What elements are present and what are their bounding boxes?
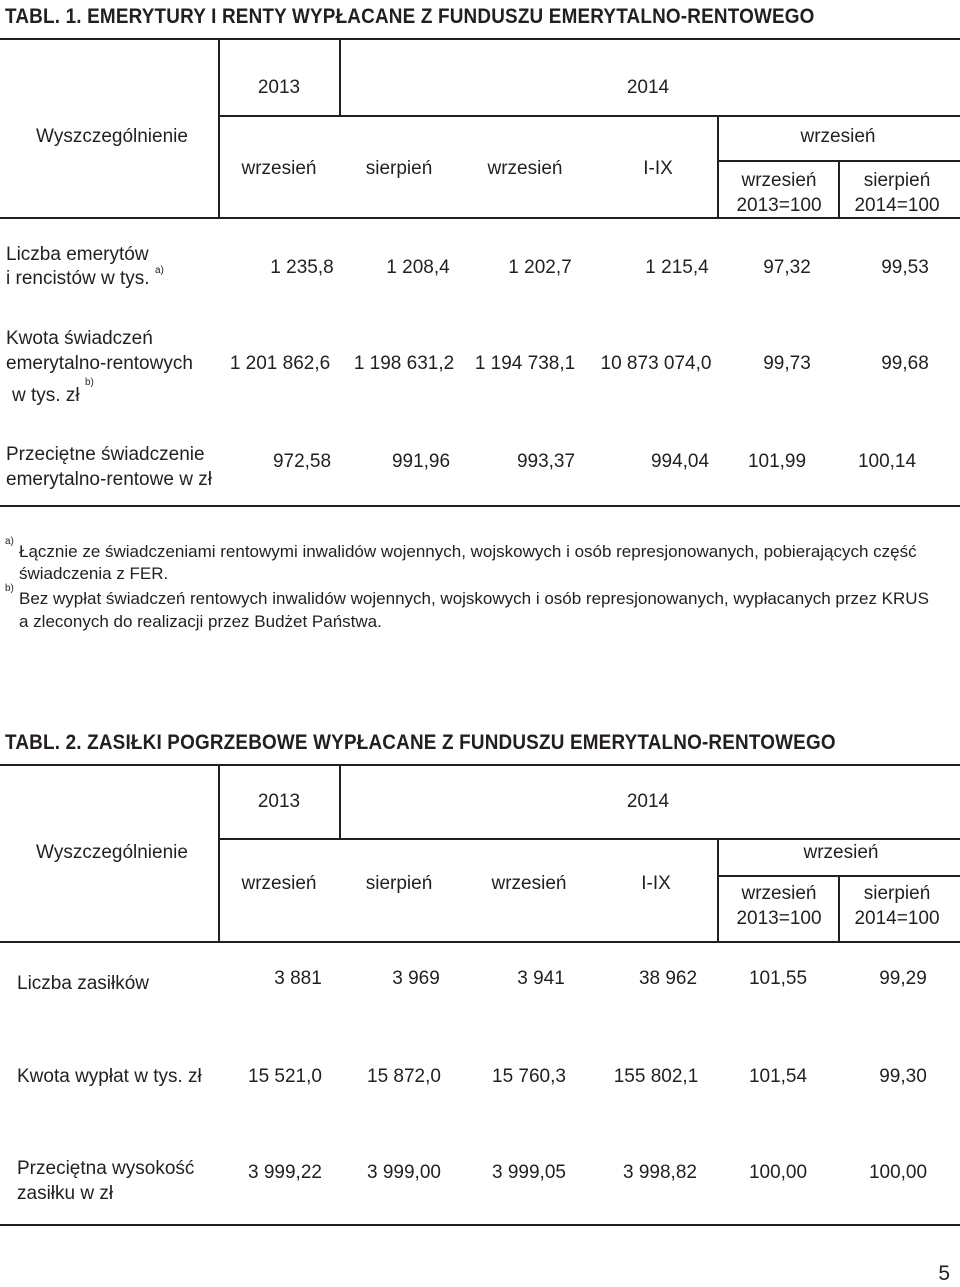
table2-index-a-header: wrzesień <box>741 883 817 904</box>
table2-index-divider <box>717 838 719 942</box>
table2-bottom-rule <box>0 1224 960 1226</box>
table2-year-2013: 2013 <box>257 791 301 812</box>
table1-index-b-header: 2014=100 <box>854 195 940 216</box>
table1-row-label: emerytalno-rentowych <box>6 353 193 374</box>
table1-index-b-header: sierpień <box>863 170 931 191</box>
table2-cell: 3 941 <box>517 968 565 989</box>
table1-row-label: Kwota świadczeń <box>6 328 153 349</box>
table2-index-b-header: sierpień <box>863 883 931 904</box>
table1-row-label: i rencistów w tys. <box>6 268 150 289</box>
table1-row-label: Liczba emerytów <box>6 244 149 265</box>
footnote-text: Łącznie ze świadczeniami rentowymi inwalidów wojennych, wojskowych i osób represjonowanych, pobierających część <box>19 542 917 561</box>
table1-col-header: wrzesień <box>241 158 317 179</box>
table2-cell: 3 999,00 <box>367 1162 441 1183</box>
table1-col-header: sierpień <box>365 158 433 179</box>
table2-stub-header: Wyszczególnienie <box>36 842 188 863</box>
table1-stub-divider <box>218 38 220 218</box>
table1-cell: 99,53 <box>881 257 929 278</box>
table1-index-a-header: wrzesień <box>741 170 817 191</box>
table2-cell: 38 962 <box>638 968 698 989</box>
table2-col-header: I-IX <box>641 873 671 894</box>
table2-cell: 101,55 <box>748 968 808 989</box>
table1-index-mid-divider <box>838 160 840 218</box>
table1-cell: 1 215,4 <box>645 257 709 278</box>
table1-cell: 993,37 <box>516 451 576 472</box>
footnote-mark: b) <box>5 583 14 594</box>
table2-index-a-header: 2013=100 <box>736 908 822 929</box>
footnote-text: świadczenia z FER. <box>19 564 169 583</box>
table1-index-group-header: wrzesień <box>800 126 876 147</box>
footnote-text: a zleconych do realizacji przez Budżet Państwa. <box>19 612 382 631</box>
table2-header-bottom-rule <box>0 941 960 943</box>
table2-cell: 99,30 <box>879 1066 927 1087</box>
table1-cell: 97,32 <box>763 257 811 278</box>
table2-row-label: Przeciętna wysokość <box>17 1158 195 1179</box>
table1-year-divider <box>339 38 341 116</box>
table2-col-header: wrzesień <box>241 873 317 894</box>
table2-cell: 3 999,05 <box>492 1162 566 1183</box>
table2-index-mid-divider <box>838 875 840 942</box>
table2-index-group-header: wrzesień <box>803 842 879 863</box>
footnote-ref: a) <box>155 265 164 276</box>
table2-cell: 3 881 <box>274 968 322 989</box>
table2-cell: 99,29 <box>879 968 927 989</box>
table2-col-header: wrzesień <box>491 873 567 894</box>
table2-stub-divider <box>218 764 220 942</box>
table1-year-2014: 2014 <box>626 77 670 98</box>
table1-cell: 972,58 <box>272 451 332 472</box>
table1-cell: 1 194 738,1 <box>474 353 576 374</box>
table1-header-bottom-rule <box>0 217 960 219</box>
table2-cell: 3 998,82 <box>623 1162 697 1183</box>
table1-top-rule <box>0 38 960 40</box>
table1-index-a-header: 2013=100 <box>736 195 822 216</box>
table2-cell: 15 872,0 <box>367 1066 441 1087</box>
table1-bottom-rule <box>0 505 960 507</box>
table1-row-label: Przeciętne świadczenie <box>6 444 205 465</box>
table2-cell: 100,00 <box>868 1162 928 1183</box>
footnote-text: Bez wypłat świadczeń rentowych inwalidów wojennych, wojskowych i osób represjonowanych, wypłacanych przez KRUS <box>19 589 929 608</box>
table1-cell: 1 201 862,6 <box>229 353 331 374</box>
table1-index-divider <box>717 115 719 218</box>
table1-cell: 1 235,8 <box>270 257 334 278</box>
table1-cell: 994,04 <box>650 451 710 472</box>
table2-cell: 3 969 <box>392 968 440 989</box>
table2-cell: 15 760,3 <box>492 1066 566 1087</box>
table1-stub-header: Wyszczególnienie <box>36 126 188 147</box>
table2-cell: 100,00 <box>748 1162 808 1183</box>
table2-year-rule <box>218 838 960 840</box>
table2-cell: 101,54 <box>748 1066 808 1087</box>
table1-year-rule <box>218 115 960 117</box>
table1-cell: 1 198 631,2 <box>353 353 455 374</box>
table2-cell: 3 999,22 <box>248 1162 322 1183</box>
table1-title: TABL. 1. EMERYTURY I RENTY WYPŁACANE Z FUNDUSZU EMERYTALNO-RENTOWEGO <box>5 5 815 28</box>
table1-cell: 99,73 <box>763 353 811 374</box>
table2-cell: 155 802,1 <box>613 1066 699 1087</box>
table2-year-divider <box>339 764 341 839</box>
footnote-ref: b) <box>85 377 94 388</box>
table2-title: TABL. 2. ZASIŁKI POGRZEBOWE WYPŁACANE Z FUNDUSZU EMERYTALNO-RENTOWEGO <box>5 731 836 754</box>
page-number: 5 <box>938 1262 950 1285</box>
table1-cell: 1 202,7 <box>508 257 572 278</box>
table2-year-2014: 2014 <box>626 791 670 812</box>
table1-col-header: wrzesień <box>487 158 563 179</box>
table1-cell: 991,96 <box>391 451 451 472</box>
table2-row-label: zasiłku w zł <box>17 1183 114 1204</box>
table1-row-label: w tys. zł <box>12 385 80 406</box>
table1-year-2013: 2013 <box>257 77 301 98</box>
table1-cell: 1 208,4 <box>386 257 450 278</box>
table1-cell: 99,68 <box>881 353 929 374</box>
footnote-mark: a) <box>5 536 14 547</box>
table2-row-label: Kwota wypłat w tys. zł <box>17 1066 202 1087</box>
table2-top-rule <box>0 764 960 766</box>
table1-cell: 101,99 <box>747 451 807 472</box>
table1-cell: 10 873 074,0 <box>600 353 712 374</box>
table2-row-label: Liczba zasiłków <box>17 973 149 994</box>
table1-row-label: emerytalno-rentowe w zł <box>6 469 212 490</box>
table1-cell: 100,14 <box>857 451 917 472</box>
table2-col-header: sierpień <box>365 873 433 894</box>
table2-index-b-header: 2014=100 <box>854 908 940 929</box>
table2-cell: 15 521,0 <box>248 1066 322 1087</box>
table1-col-header: I-IX <box>643 158 673 179</box>
